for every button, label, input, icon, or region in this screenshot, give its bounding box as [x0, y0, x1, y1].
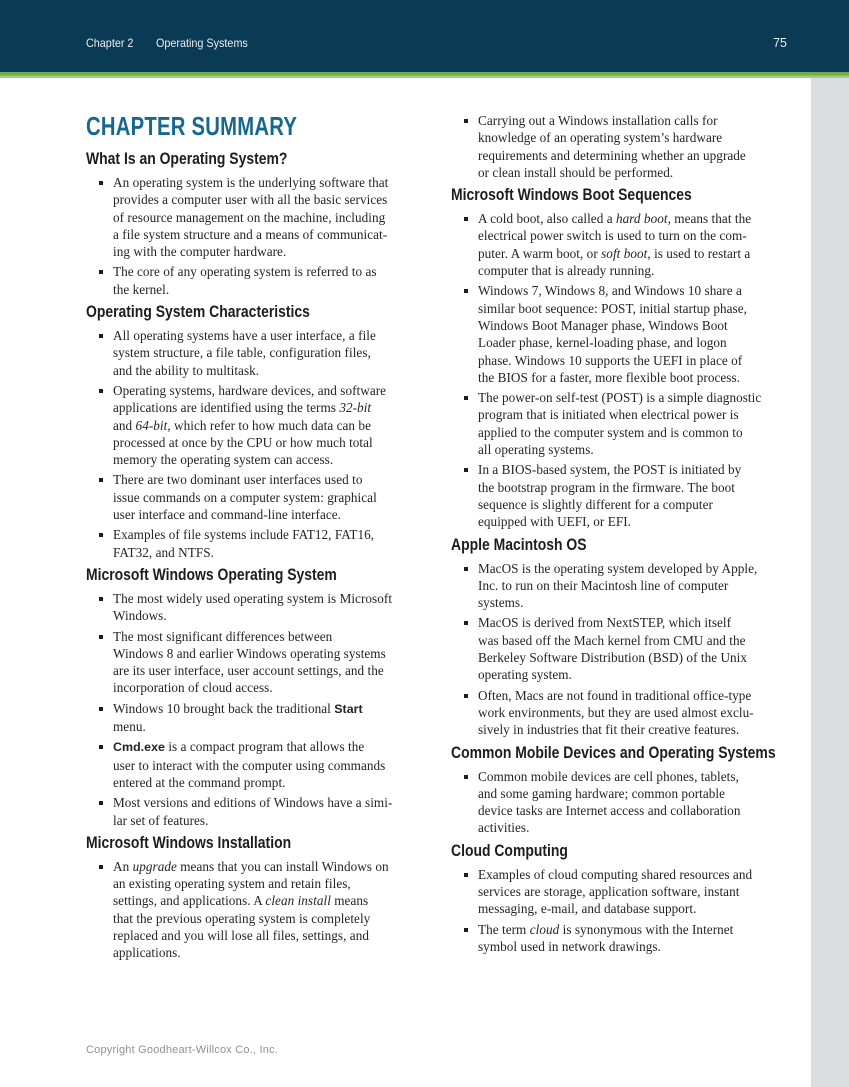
bullet-marker-icon: [99, 478, 103, 482]
bullet-marker-icon: [99, 745, 103, 749]
bullet-list: [86, 590, 426, 829]
bullet-item: [86, 628, 426, 697]
accent-divider: [0, 72, 849, 78]
section-heading-text: Microsoft Windows Installation: [86, 832, 292, 852]
bullet-text: The term cloud is synonymous with the Internet symbol used in network drawings.: [478, 921, 734, 954]
bullet-item: [86, 471, 426, 523]
bullet-item: [451, 461, 791, 530]
bullet-marker-icon: [464, 775, 468, 779]
bullet-text: The power-on self-test (POST) is a simple diagnostic program that is initiated when electrical power is applied to the computer system and is common to all operating systems.: [478, 390, 762, 458]
bullet-marker-icon: [464, 289, 468, 293]
bullet-text: Cmd.exe is a compact program that allows the user to interact with the computer using commands entered at the command prompt.: [113, 739, 386, 790]
bullet-text: In a BIOS-based system, the POST is initiated by the bootstrap program in the firmware. The boot sequence is slightly different for a computer equipped with UEFI, or EFI.: [478, 462, 742, 530]
summary-section: [451, 536, 791, 739]
bullet-text: MacOS is derived from NextSTEP, which itself was based off the Mach kernel from CMU and the Berkeley Software Distribution (BSD) of the Unix operating system.: [478, 615, 748, 683]
bullet-item: [86, 263, 426, 298]
section-heading-text: Cloud Computing: [451, 840, 568, 860]
bullet-item: [86, 327, 426, 379]
bullet-text: Windows 10 brought back the traditional Start menu.: [113, 700, 363, 735]
bullet-list: [451, 866, 791, 955]
bullet-item: [86, 700, 426, 736]
bullet-item: [451, 112, 791, 181]
chapter-label: Chapter 2: [86, 36, 134, 50]
summary-section: [451, 744, 791, 837]
page-edge-strip: [811, 78, 849, 1087]
bullet-list: [451, 210, 791, 530]
bullet-marker-icon: [99, 334, 103, 338]
bullet-text: The most widely used operating system is Microsoft Windows.: [113, 590, 393, 624]
bullet-text: The most significant differences between Windows 8 and earlier Windows operating systems are its user interface, user account settings, and the incorporation of cloud access.: [113, 628, 386, 696]
bullet-list: [86, 174, 426, 298]
bullet-item: [86, 526, 426, 561]
bullet-item: [86, 382, 426, 468]
section-heading-text: Apple Macintosh OS: [451, 534, 587, 554]
bullet-list: [86, 858, 426, 962]
bullet-text: Examples of cloud computing shared resources and services are storage, application software, instant messaging, e-mail, and database support.: [478, 866, 753, 917]
bullet-item: [86, 858, 426, 962]
bullet-marker-icon: [464, 567, 468, 571]
bullet-marker-icon: [464, 119, 468, 123]
bullet-item: [86, 794, 426, 829]
bullet-item: [451, 560, 791, 612]
section-heading: [451, 536, 791, 554]
page-number: 75: [773, 36, 787, 50]
bullet-item: [86, 174, 426, 260]
running-head: [86, 36, 258, 50]
chapter-title: Operating Systems: [155, 36, 248, 50]
bullet-marker-icon: [464, 217, 468, 221]
bullet-item: [451, 389, 791, 458]
page-title: CHAPTER SUMMARY: [86, 111, 298, 141]
bullet-list: [451, 560, 791, 739]
bullet-list: [451, 768, 791, 837]
summary-section: [451, 112, 791, 181]
bullet-marker-icon: [99, 533, 103, 537]
bullet-text: Examples of file systems include FAT12, FAT16, FAT32, and NTFS.: [113, 527, 375, 560]
bullet-marker-icon: [99, 270, 103, 274]
bullet-item: [451, 282, 791, 386]
bullet-text: An operating system is the underlying software that provides a computer user with all the basic services of resource management on the machine, including a file system structure and a means of communicat- ing with the computer hardware.: [113, 175, 389, 260]
bullet-item: [86, 590, 426, 625]
section-heading: [451, 744, 791, 762]
copyright-notice: Copyright Goodheart-Willcox Co., Inc.: [86, 1044, 279, 1056]
bullet-marker-icon: [464, 621, 468, 625]
bullet-text: The core of any operating system is referred to as the kernel.: [113, 264, 377, 297]
bullet-text: All operating systems have a user interface, a file system structure, a file table, configuration files, and the ability to multitask.: [113, 328, 376, 378]
section-heading-text: Microsoft Windows Operating System: [86, 564, 337, 584]
bullet-marker-icon: [464, 396, 468, 400]
section-heading-text: What Is an Operating System?: [86, 149, 288, 168]
bullet-text: There are two dominant user interfaces used to issue commands on a computer system: graphical user interface and command-line interface.: [113, 472, 377, 523]
bullet-text: Windows 7, Windows 8, and Windows 10 share a similar boot sequence: POST, initial startup phase, Windows Boot Manager phase, Windows Boot Loader phase, kernel-loading phase, and logon phase. Windows 10 supports the UEFI in place of the BIOS for a faster, more flexible boot process.: [478, 283, 747, 385]
bullet-marker-icon: [464, 873, 468, 877]
bullet-text: MacOS is the operating system developed by Apple, Inc. to run on their Macintosh line of computer systems.: [478, 560, 758, 611]
bullet-item: [86, 738, 426, 791]
bullet-marker-icon: [99, 635, 103, 639]
section-heading: [451, 186, 791, 204]
left-column: [86, 112, 426, 965]
bullet-marker-icon: [99, 801, 103, 805]
bullet-marker-icon: [99, 181, 103, 185]
section-heading: [86, 834, 426, 852]
bullet-text: Carrying out a Windows installation calls for knowledge of an operating system’s hardware requirements and determining whether an upgrade or clean install should be performed.: [478, 113, 746, 180]
section-heading: [86, 150, 426, 168]
bullet-list: [451, 112, 791, 181]
bullet-text: Common mobile devices are cell phones, tablets, and some gaming hardware; common portable device tasks are Internet access and collaboration activities.: [478, 768, 741, 836]
section-heading-text: Operating System Characteristics: [86, 302, 310, 322]
bullet-list: [86, 327, 426, 561]
bullet-item: [451, 866, 791, 918]
bullet-item: [451, 921, 791, 956]
summary-section: [86, 150, 426, 298]
bullet-marker-icon: [99, 865, 103, 869]
page-header-bar: [0, 0, 849, 72]
section-heading-text: Microsoft Windows Boot Sequences: [451, 185, 692, 205]
section-heading: [86, 303, 426, 321]
bullet-text: Most versions and editions of Windows have a simi- lar set of features.: [113, 795, 393, 828]
section-heading-text: Common Mobile Devices and Operating Systems: [451, 742, 776, 762]
summary-section: [451, 186, 791, 530]
summary-section: [86, 834, 426, 962]
section-heading: [451, 842, 791, 860]
bullet-item: [451, 210, 791, 279]
section-heading: [86, 566, 426, 584]
bullet-text: An upgrade means that you can install Windows on an existing operating system and retain files, settings, and applications. A clean install means that the previous operating system is completely replaced and you will lose all files, settings, and applications.: [113, 858, 389, 961]
bullet-marker-icon: [99, 389, 103, 393]
bullet-marker-icon: [99, 597, 103, 601]
bullet-text: A cold boot, also called a hard boot, means that the electrical power switch is used to turn on the com- puter. A warm boot, or soft boot, is used to restart a computer that is already running.: [478, 211, 752, 279]
summary-section: [86, 303, 426, 561]
bullet-marker-icon: [464, 928, 468, 932]
bullet-item: [451, 614, 791, 683]
bullet-marker-icon: [99, 707, 103, 711]
summary-section: [451, 842, 791, 955]
bullet-marker-icon: [464, 694, 468, 698]
bullet-marker-icon: [464, 468, 468, 472]
summary-section: [86, 566, 426, 829]
right-column: [451, 112, 791, 958]
bullet-text: Often, Macs are not found in traditional office-type work environments, but they are used almost exclu- sively in industries that fit their creative features.: [478, 687, 754, 738]
bullet-text: Operating systems, hardware devices, and software applications are identified using the terms 32-bit and 64-bit, which refer to how much data can be processed at once by the CPU or how much total memory the operating system can access.: [113, 382, 387, 468]
bullet-item: [451, 768, 791, 837]
bullet-item: [451, 687, 791, 739]
